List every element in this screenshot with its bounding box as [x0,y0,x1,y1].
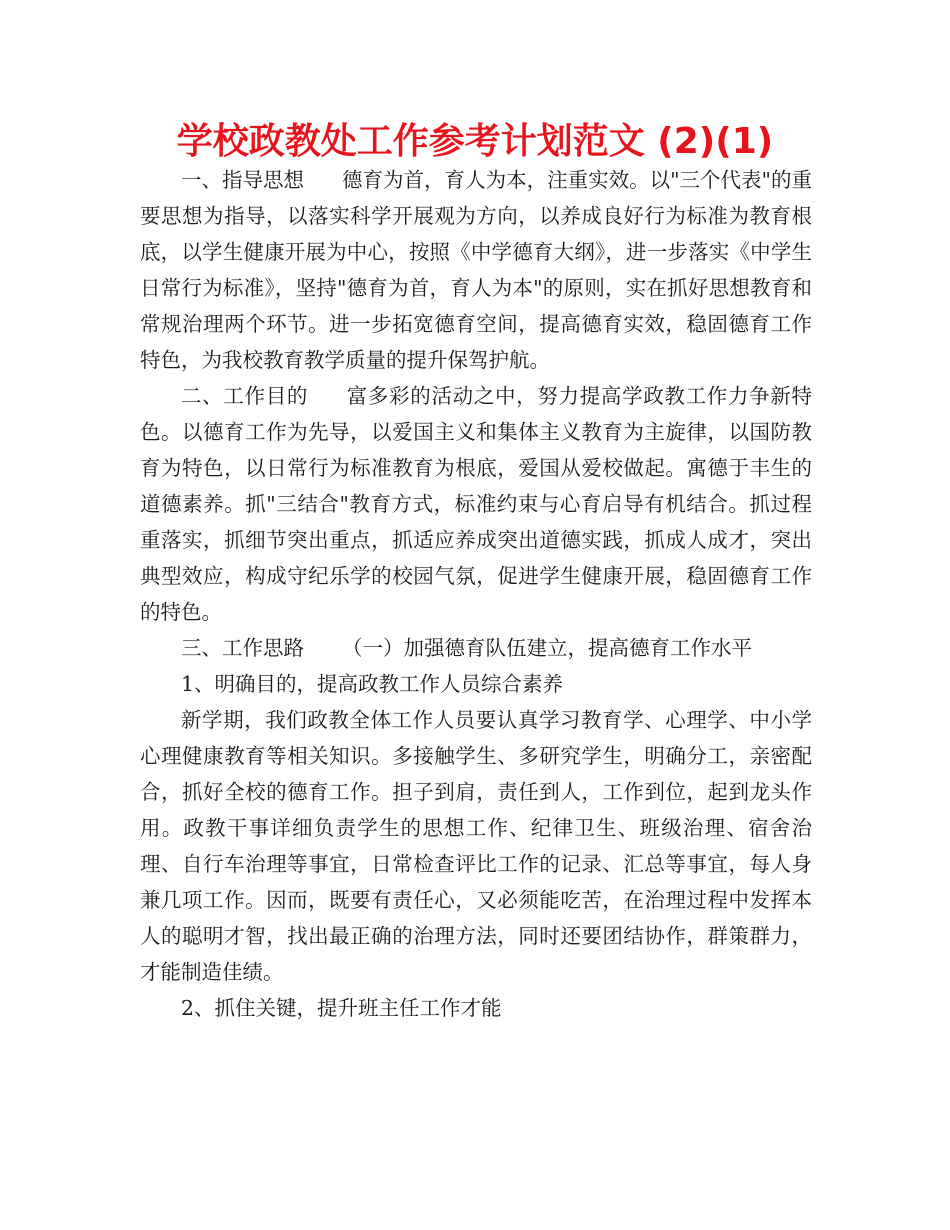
section-text: （一）加强德育队伍建立，提高德育工作水平 [342,636,752,660]
section-text: 富多彩的活动之中，努力提高学政教工作力争新特色。以德育工作为先导，以爱国主义和集体主义教育为主旋律，以国防教育为特色，以日常行为标准教育为根底，爱国从爱校做起。寓德于丰生的道德素养。抓"三结合"教育方式，标准约束与心育启导有机结合。抓过程重落实，抓细节突出重点，抓适应养成突出道德实践，抓成人成才，突出典型效应，构成守纪乐学的校园气氛，促进学生健康开展，稳固德育工作的特色。 [140,384,813,624]
paragraph-subheading-2: 2、抓住关键，提升班主任工作才能 [181,996,502,1020]
section-work-goals [140,378,812,630]
paragraph-new-semester: 新学期，我们政教全体工作人员要认真学习教育学、心理学、中小学心理健康教育等相关知识。多接触学生、多研究学生，明确分工，亲密配合，抓好全校的德育工作。担子到肩，责任到人，工作到位，起到龙头作用。政教干事详细负责学生的思想工作、纪律卫生、班级治理、宿舍治理、自行车治理等事宜，日常检查评比工作的记录、汇总等事宜，每人身兼几项工作。因而，既要有责任心，又必须能吃苦，在治理过程中发挥本人的聪明才智，找出最正确的治理方法，同时还要团结协作，群策群力，才能制造佳绩。 [140,708,812,984]
section-guiding-ideology [140,162,812,378]
document-title: 学校政教处工作参考计划范文 (2)(1) [176,121,774,162]
section-work-approach [140,630,812,666]
paragraph-subheading-1: 1、明确目的，提高政教工作人员综合素养 [181,672,564,696]
document-body [140,162,812,1026]
section-heading: 二、工作目的 [181,384,309,408]
section-text: 德育为首，育人为本，注重实效。以"三个代表"的重要思想为指导，以落实科学开展观为方向，以养成良好行为标准为教育根底，以学生健康开展为中心，按照《中学德育大纲》，进一步落实《中学生日常行为标准》，坚持"德育为首，育人为本"的原则，实在抓好思想教育和常规治理两个环节。进一步拓宽德育空间，提高德育实效，稳固德育工作特色，为我校教育教学质量的提升保驾护航。 [140,168,813,372]
section-heading: 一、指导思想 [181,168,305,192]
section-heading: 三、工作思路 [181,636,304,660]
